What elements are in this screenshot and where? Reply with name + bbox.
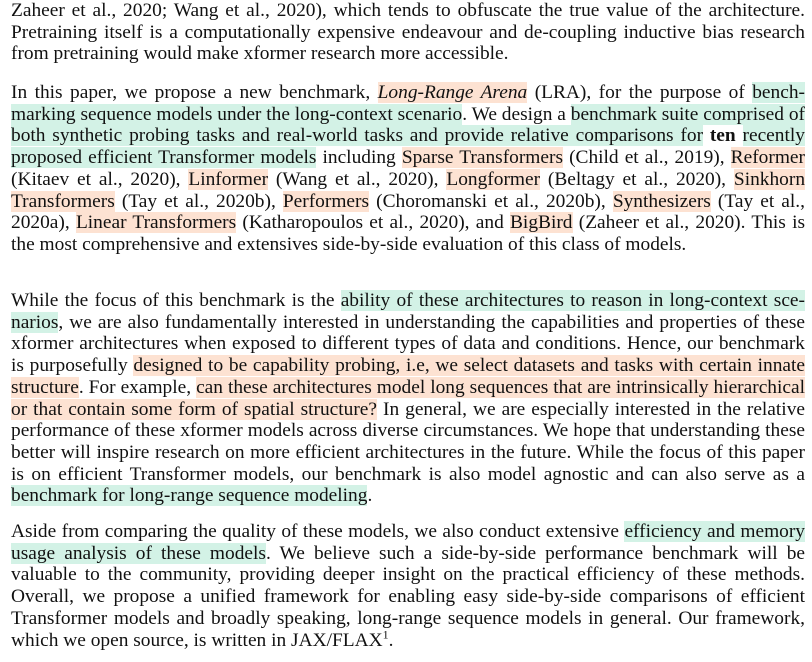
paragraph-intro-continuation [11, 0, 805, 65]
highlight-green: benchmarking sequence models under the long-context scenario [11, 82, 806, 125]
text-segment: (Kitaev et al., 2020), [11, 168, 189, 190]
paragraph-benchmark-focus [11, 290, 805, 507]
highlight-orange: Reformer [730, 147, 805, 169]
highlight-orange: can these architectures model long sequences that are intrinsically hierarchical or that contain some form of spatial structure? [11, 376, 805, 420]
text-segment: In general, we are especially interested in the relative performance of these xformer models across diverse circumstances. We hope that understanding these better will inspire research on more efficient architectures in the future. While the focus of this paper is on efficient Transformer models, our benchmark is also model agnostic and can also serve as a [11, 398, 805, 485]
text-segment: (Tay et al., 2020a), [11, 190, 806, 234]
highlight-green: recently proposed efficient Transformer models [11, 125, 805, 169]
text-segment: (Zaheer et al., 2020). This is the most comprehensive and extensives side-by-side evaluation of this class of models. [11, 212, 806, 255]
text-segment: , we are also fundamentally interested in understanding the capabilities and properties of these xformer architectures when exposed to different types of data and conditions. Hence, our benchmark is purposefully [11, 311, 805, 377]
highlight-green: efficiency and memory usage analysis of these models [11, 521, 805, 564]
text-segment: In this paper, we propose a new benchmark, [11, 82, 378, 103]
highlight-orange: Performers [282, 190, 370, 212]
text-segment: . We believe such a side-by-side performance benchmark will be valuable to the community, providing deeper insight on the practical efficiency of these methods. Overall, we propose a unified framework for enabling easy side-by-side comparisons of efficient Transformer models and broadly speaking, long-range sequence models in general. Our framework, which we open source, is written in JAX/FLAX [11, 542, 805, 651]
highlight-orange: Synthesizers [612, 190, 711, 212]
highlight-orange: Linear Transformers [75, 212, 237, 234]
text-segment: . For example, [78, 376, 197, 398]
text-segment: While the focus of this benchmark is the [11, 290, 341, 311]
text-segment: (Tay et al., 2020b), [114, 190, 283, 212]
text-segment: (Katharopoulos et al., 2020), and [236, 212, 510, 234]
highlight-orange-italic: Long-Range Arena [377, 82, 528, 103]
text-segment [703, 125, 710, 146]
footnote-marker: 1 [382, 627, 389, 642]
paragraph-efficiency-analysis [11, 521, 805, 651]
highlight-green: benchmark suite comprised of both synthetic probing tasks and real-world tasks and provide relative comparisons for [11, 103, 805, 147]
highlight-orange: Linformer [188, 168, 269, 190]
highlight-orange: Longformer [446, 168, 541, 190]
text-segment: . [388, 629, 394, 651]
highlight-orange: Sinkhorn Transformers [11, 168, 806, 212]
text-segment: (Child et al., 2019), [563, 147, 731, 169]
highlight-orange: designed to be capability probing, i.e, we select datasets and tasks with certain innate structure [11, 355, 805, 398]
text-segment: . [367, 485, 373, 507]
text-segment: (LRA), for the purpose of [527, 82, 753, 103]
highlight-orange: Sparse Transformers [401, 147, 563, 169]
bold-text: ten [709, 125, 736, 147]
paragraph-lra-proposal [11, 82, 805, 256]
text-segment: including [316, 147, 402, 169]
highlight-green: ability of these architectures to reason in long-context scenarios [11, 290, 805, 333]
text-segment: . We design a [462, 103, 571, 125]
text-segment: (Choromanski et al., 2020b), [369, 190, 613, 212]
text-segment: Aside from comparing the quality of these models, we also conduct extensive [11, 521, 625, 542]
text-segment: (Beltagy et al., 2020), [540, 168, 734, 190]
highlight-orange: BigBird [510, 212, 573, 234]
highlight-green: benchmark for long-range sequence modeling [11, 485, 368, 507]
text-segment: (Wang et al., 2020), [268, 168, 447, 190]
text-segment: Zaheer et al., 2020; Wang et al., 2020), which tends to obfuscate the true value of the architecture. Pretraining itself is a computationally expensive endeavour and de-coupling inductive bias research from pretraining would make xformer research more accessible. [11, 0, 805, 65]
text-segment [736, 125, 743, 146]
